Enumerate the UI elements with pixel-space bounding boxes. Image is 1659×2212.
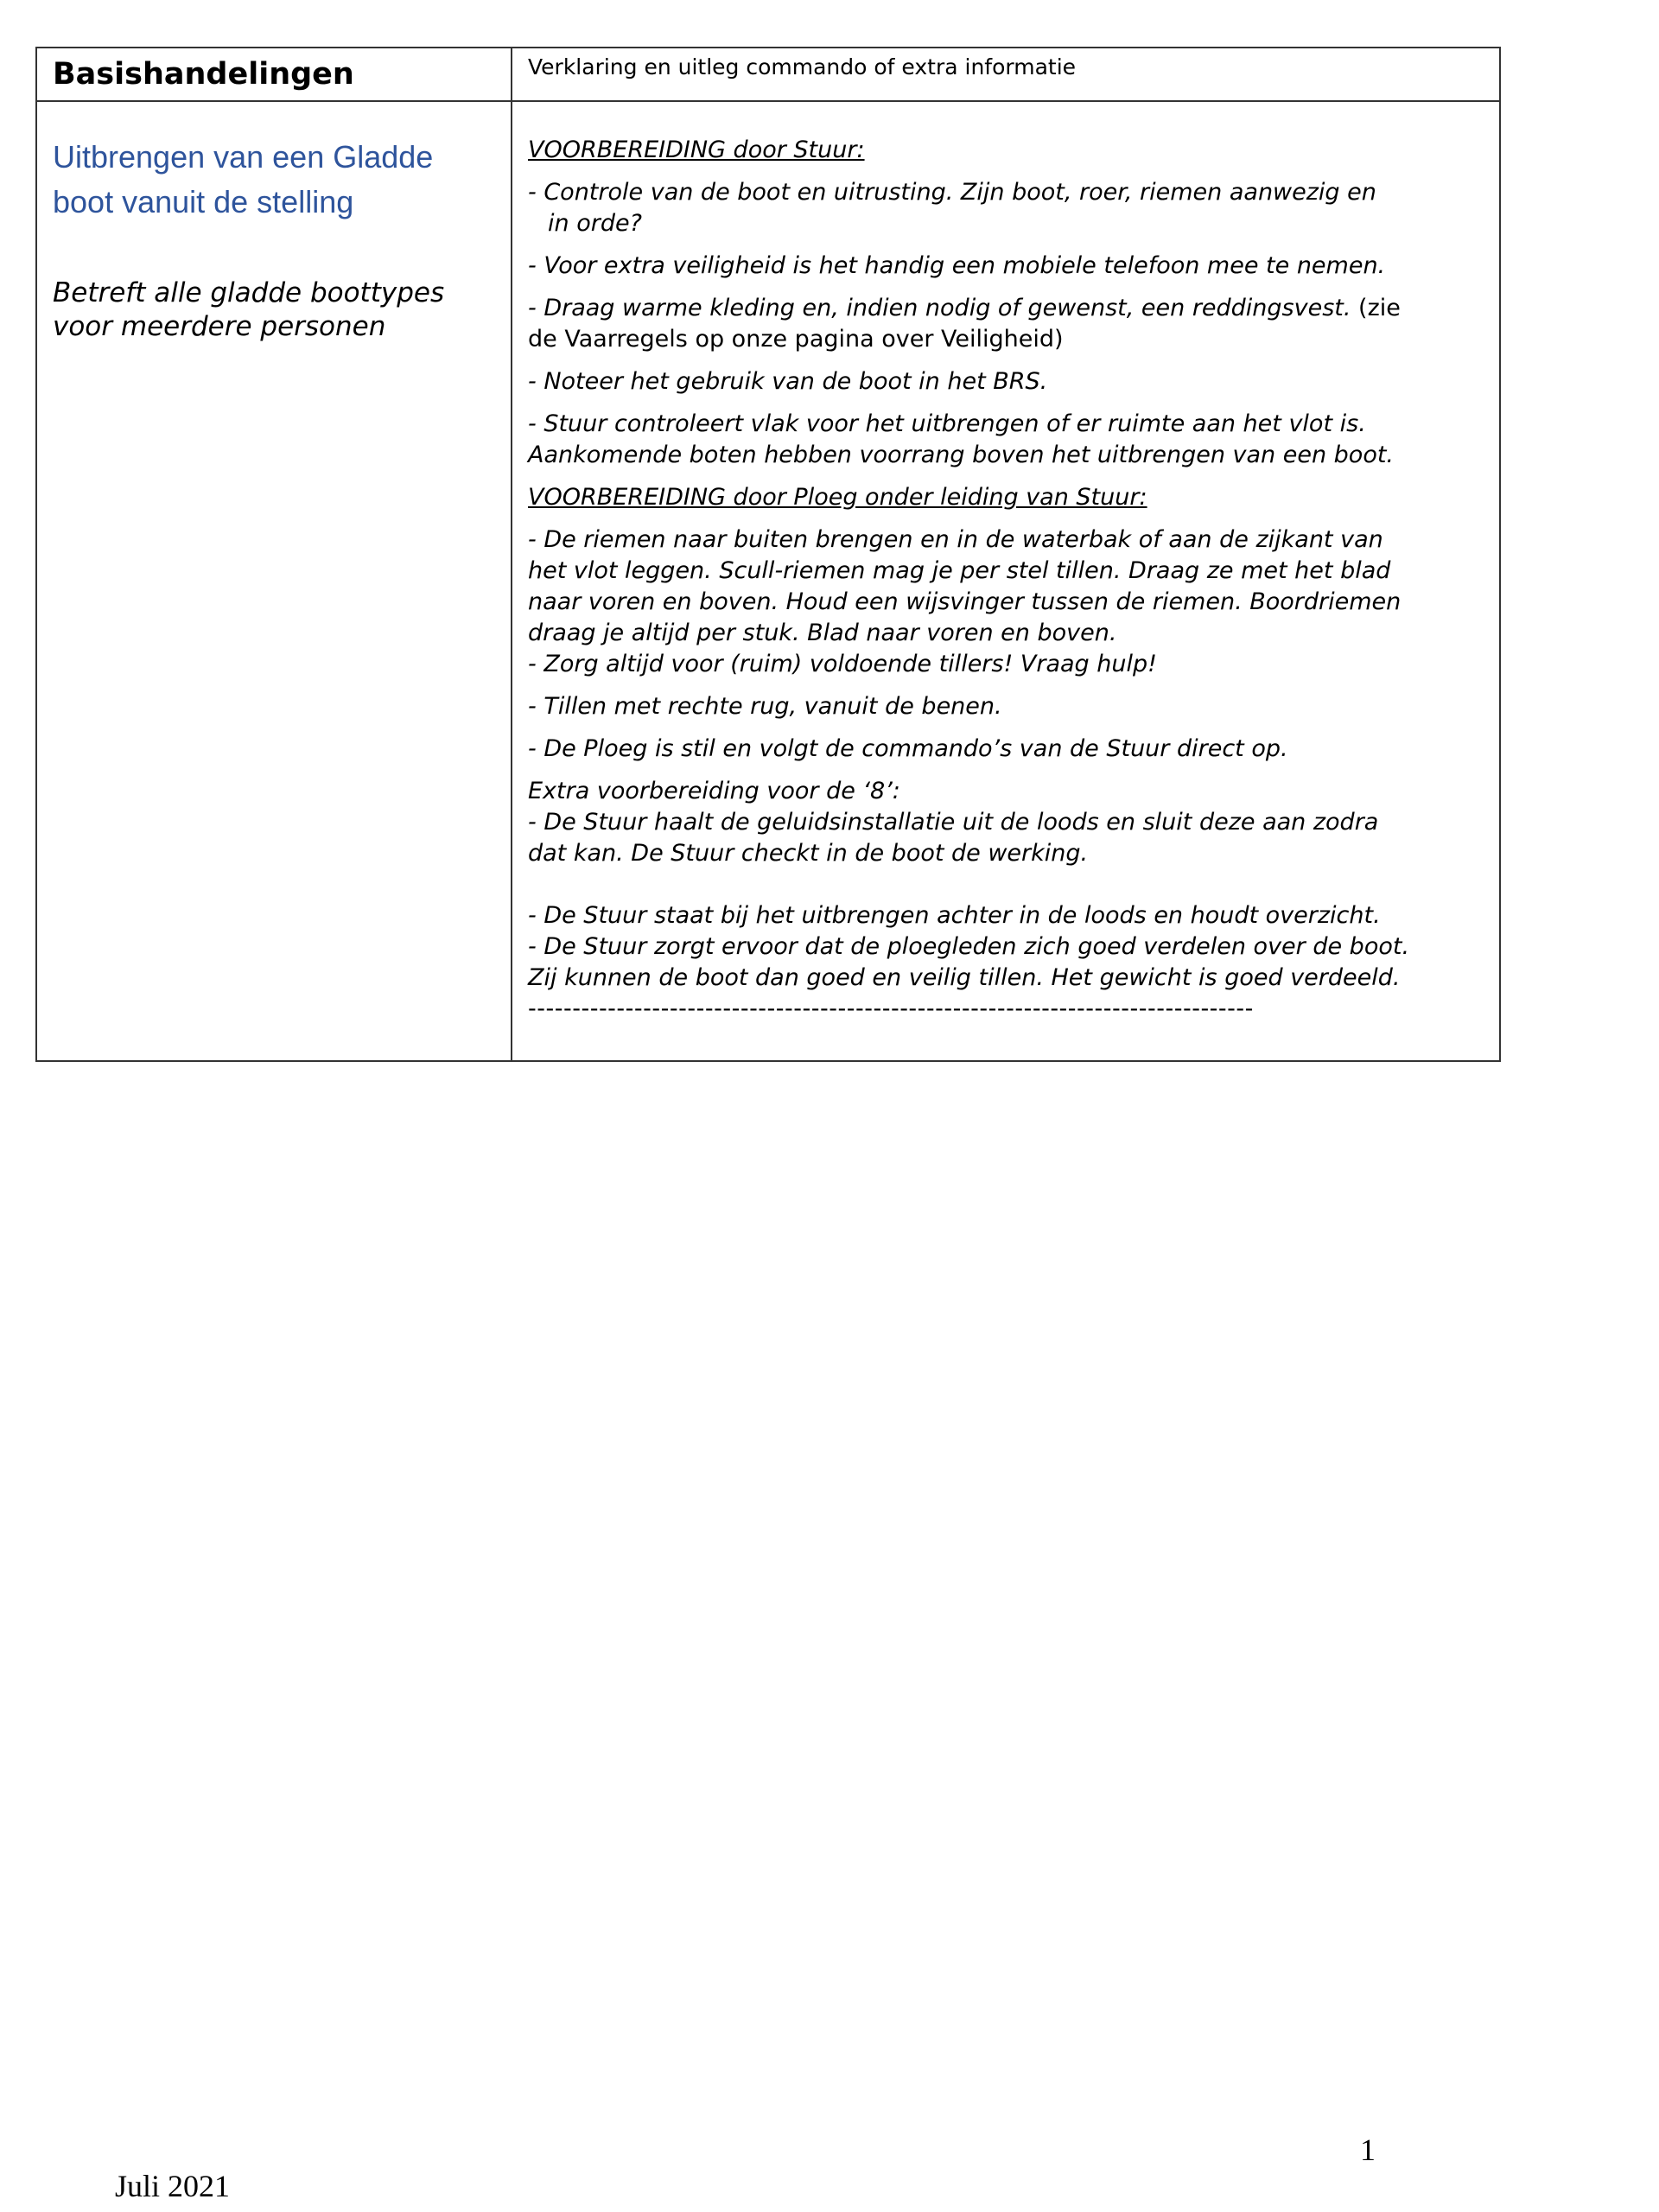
table-header-row [37,48,1499,102]
paragraph-kleding-normal-a: (zie [1351,295,1401,321]
paragraph-riemen-line1: - De riemen naar buiten brengen en in de waterbak of aan de zijkant van [528,526,1383,553]
page-number: 1 [1360,2133,1376,2167]
paragraph-extra-8-line3: dat kan. De Stuur checkt in de boot de werking. [528,840,1089,867]
paragraph-riemen-line3: naar voren en boven. Houd een wijsvinger tussen de riemen. Boordriemen [528,588,1402,615]
scope-line1: Betreft alle gladde boottypes [53,277,445,308]
scope-line2: voor meerdere personen [53,311,386,342]
paragraph-vlot-line1: - Stuur controleert vlak voor het uitbrengen of er ruimte aan het vlot is. [528,410,1366,437]
paragraph-vlot-line2: Aankomende boten hebben voorrang boven het uitbrengen van een boot. [528,442,1395,468]
paragraph-controle [528,177,1487,239]
paragraph-brs: - Noteer het gebruik van de boot in het BRS. [528,368,1048,395]
prep-ploeg-heading: VOORBEREIDING door Ploeg onder leiding van Stuur: [528,484,1147,511]
right-column [528,135,1487,1025]
paragraph-controle-line2: in orde? [548,210,642,237]
section-title [53,135,502,225]
header-explanation: Verklaring en uitleg commando of extra informatie [528,54,1077,79]
paragraph-riemen [528,524,1487,680]
paragraph-overzicht-line1: - De Stuur staat bij het uitbrengen achter in de loods en houdt overzicht. [528,902,1381,929]
left-column [53,135,502,344]
paragraph-overzicht-line2: - De Stuur zorgt ervoor dat de ploegleden zich goed verdelen over de boot. [528,933,1410,960]
footer-date: Juli 2021 [115,2169,231,2203]
column-divider [511,48,512,1060]
paragraph-vlot [528,409,1487,471]
blank-line [528,869,1487,900]
paragraph-riemen-line5: - Zorg altijd voor (ruim) voldoende tillers! Vraag hulp! [528,651,1157,677]
paragraph-extra-8 [528,776,1487,869]
section-title-line2: boot vanuit de stelling [53,184,354,219]
dash-separator: ---------------------------------------------------------------------------------- [528,995,1254,1022]
paragraph-controle-line1: - Controle van de boot en uitrusting. Zijn boot, roer, riemen aanwezig en [528,179,1376,206]
prep-stuur-heading: VOORBEREIDING door Stuur: [528,137,865,163]
scope-text [53,276,502,344]
paragraph-riemen-line2: het vlot leggen. Scull-riemen mag je per stel tillen. Draag ze met het blad [528,557,1391,584]
paragraph-kleding [528,293,1487,355]
procedure-table [35,47,1501,1062]
paragraph-tillen: - Tillen met rechte rug, vanuit de benen. [528,693,1002,720]
paragraph-kleding-normal-b: de Vaarregels op onze pagina over Veiligheid) [528,326,1064,353]
paragraph-riemen-line4: draag je altijd per stuk. Blad naar voren en boven. [528,620,1117,646]
paragraph-overzicht [528,900,1487,994]
paragraph-extra-8-line2: - De Stuur haalt de geluidsinstallatie uit de loods en sluit deze aan zodra [528,809,1379,836]
paragraph-extra-8-line1: Extra voorbereiding voor de ‘8’: [528,778,900,804]
paragraph-telefoon: - Voor extra veiligheid is het handig een mobiele telefoon mee te nemen. [528,252,1386,279]
paragraph-kleding-italic: - Draag warme kleding en, indien nodig of gewenst, een reddingsvest. [528,295,1351,321]
paragraph-ploeg-stil: - De Ploeg is stil en volgt de commando’s van de Stuur direct op. [528,735,1288,762]
header-basishandelingen: Basishandelingen [53,57,354,92]
section-title-line1: Uitbrengen van een Gladde [53,139,434,175]
paragraph-overzicht-line3: Zij kunnen de boot dan goed en veilig tillen. Het gewicht is goed verdeeld. [528,964,1401,991]
